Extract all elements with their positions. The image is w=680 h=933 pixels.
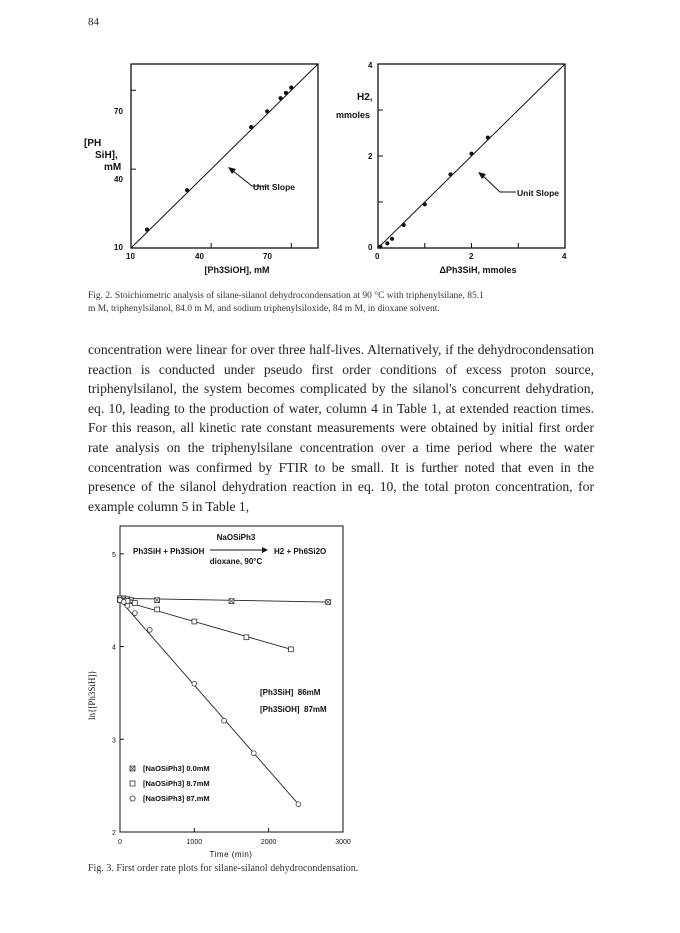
fig3-point-circle — [222, 718, 227, 723]
fig2-right-y-label-1: H2, — [357, 92, 373, 103]
fig3-y-tick-label: 2 — [112, 830, 116, 837]
fig2-left-y-label-1: [PH — [84, 138, 102, 149]
legend-label-1: [NaOSiPh3] 8.7mM — [143, 779, 210, 788]
fig2-right-point — [486, 136, 490, 140]
fig3-series — [118, 596, 331, 807]
figure-3-caption: Fig. 3. First order rate plots for silane-silanol dehydrocondensation. — [88, 863, 359, 874]
fig2-left-x-label: [Ph3SiOH], mM — [204, 265, 270, 275]
fig3-x-tick-label: 2000 — [260, 839, 277, 846]
fig3-point-circle — [125, 603, 130, 608]
fig2-left-y-tick-40: 40 — [114, 175, 123, 184]
fig3-series-line-2 — [120, 600, 298, 804]
fig3-x-axis-label: Time (min) — [209, 850, 253, 859]
fig3-point-circle — [147, 627, 152, 632]
fig2-left-point — [249, 125, 253, 129]
fig2-left-annotation: Unit Slope — [253, 182, 296, 192]
fig3-y-tick-label: 3 — [112, 737, 116, 745]
fig3-x-tick-label: 3000 — [335, 839, 351, 846]
fig2-left-x-tick-70: 70 — [263, 252, 272, 261]
fig2-right-x-label: ΔPh3SiH, mmoles — [439, 265, 517, 275]
fig2-right-x-tick-0: 0 — [375, 252, 380, 261]
body-paragraph-text: concentration were linear for over three half-lives. Alternatively, if the dehydrocondensation reaction is conducted under pseudo first order conditions of excess proton source, triphenylsilanol, the system becomes complicated by the silanol's concurrent dehydration, eq. 10, leading to the production of water, column 4 in Table 1, at extended reaction times. For this reason, all kinetic rate constant measurements were obtained by initial first order rate analysis on the triphenylsilane concentration over a time period where the water concentration was confirmed by FTIR to be small. It is further noted that even in the presence of the silanol dehydration reaction in eq. 10, the total proton concentration, for example column 5 in Table 1, — [88, 342, 594, 514]
fig3-reaction-catalyst: NaOSiPh3 — [216, 533, 256, 542]
page-number: 84 — [88, 16, 99, 28]
fig2-left-point — [185, 188, 189, 192]
fig2-right-annotation-arrow — [483, 176, 516, 192]
legend-label-0: [NaOSiPh3] 0.0mM — [143, 764, 210, 773]
fig3-point-square — [192, 619, 197, 624]
fig2-left-y-tick-70: 70 — [114, 107, 123, 116]
fig2-right-point — [390, 237, 394, 241]
fig3-series-line-1 — [120, 600, 291, 649]
fig2-left-x-tick-40: 40 — [195, 252, 204, 261]
fig3-reaction-left: Ph3SiH + Ph3SiOH — [133, 547, 205, 556]
fig3-y-tick-label: 4 — [112, 644, 116, 652]
fig3-point-square — [244, 635, 249, 640]
fig2-right-x-tick-4: 4 — [562, 252, 567, 261]
fig2-right-point — [378, 245, 382, 249]
fig2-right-point — [448, 172, 452, 176]
figure-2-caption-line-2: m M, triphenylsilanol, 84.0 m M, and sodium triphenylsiloxide, 84 m M, in dioxane solvent. — [88, 304, 440, 314]
fig2-left-y-label-2: SiH], — [95, 150, 118, 161]
fig3-conc-silane: [Ph3SiH] 86mM — [260, 688, 321, 697]
figure-2-caption-line-1: Fig. 2. Stoichiometric analysis of silane-silanol dehydrocondensation at 90 °C with triphenylsilane, 85.1 — [88, 291, 484, 301]
fig3-point-square — [132, 601, 137, 606]
fig2-left-point — [289, 86, 293, 90]
fig2-right-annotation: Unit Slope — [517, 188, 560, 198]
fig2-right-point — [423, 202, 427, 206]
fig2-left-point — [284, 91, 288, 95]
fig3-point-circle — [251, 751, 256, 756]
fig2-right-y-tick-0: 0 — [368, 243, 373, 252]
fig3-x-tick-label: 0 — [118, 839, 122, 846]
fig2-left-point — [279, 96, 283, 100]
fig2-right-x-tick-2: 2 — [469, 252, 474, 261]
fig2-left-point — [265, 109, 269, 113]
fig2-left-point — [145, 228, 149, 232]
legend-marker-circle — [130, 796, 135, 801]
fig2-right-point — [385, 241, 389, 245]
fig3-point-circle — [296, 802, 301, 807]
fig2-right-y-label-2: mmoles — [336, 110, 371, 120]
fig3-point-circle — [192, 681, 197, 686]
fig3-reaction-arrowhead — [262, 547, 268, 553]
body-paragraph — [88, 340, 594, 516]
fig3-point-square — [289, 647, 294, 652]
fig3-point-circle — [132, 611, 137, 616]
legend-label-2: [NaOSiPh3] 87.mM — [143, 794, 210, 803]
fig2-left-points — [145, 86, 296, 232]
fig2-right-unit-slope-line — [378, 64, 565, 248]
figure-2-caption — [88, 290, 608, 316]
fig2-right-y-tick-4: 4 — [368, 61, 373, 70]
fig3-y-axis-label: ln{[Ph3SiH]} — [87, 670, 97, 720]
fig3-point-square — [155, 607, 160, 612]
fig2-left-y-tick-10: 10 — [114, 243, 123, 252]
fig3-reaction-conditions: dioxane, 90°C — [209, 557, 263, 566]
fig3-reaction-right: H2 + Ph6Si2O — [274, 547, 327, 556]
fig3-y-tick-label: 5 — [112, 551, 116, 559]
fig3-legend — [130, 764, 210, 803]
figure-3 — [0, 510, 680, 860]
fig2-left-x-tick-10: 10 — [126, 252, 135, 261]
fig3-point-circle — [121, 600, 126, 605]
fig2-right-y-tick-2: 2 — [368, 152, 373, 161]
fig2-right-point — [469, 152, 473, 156]
figure-2 — [0, 0, 680, 290]
fig3-conc-silanol: [Ph3SiOH] 87mM — [260, 705, 327, 714]
fig3-x-tick-label: 1000 — [186, 839, 203, 846]
legend-marker-square — [130, 781, 135, 786]
fig2-left-unit-slope-line — [131, 64, 318, 248]
fig3-series-line-0 — [120, 598, 328, 602]
fig2-left-y-label-3: mM — [104, 162, 122, 173]
fig2-right-point — [402, 223, 406, 227]
